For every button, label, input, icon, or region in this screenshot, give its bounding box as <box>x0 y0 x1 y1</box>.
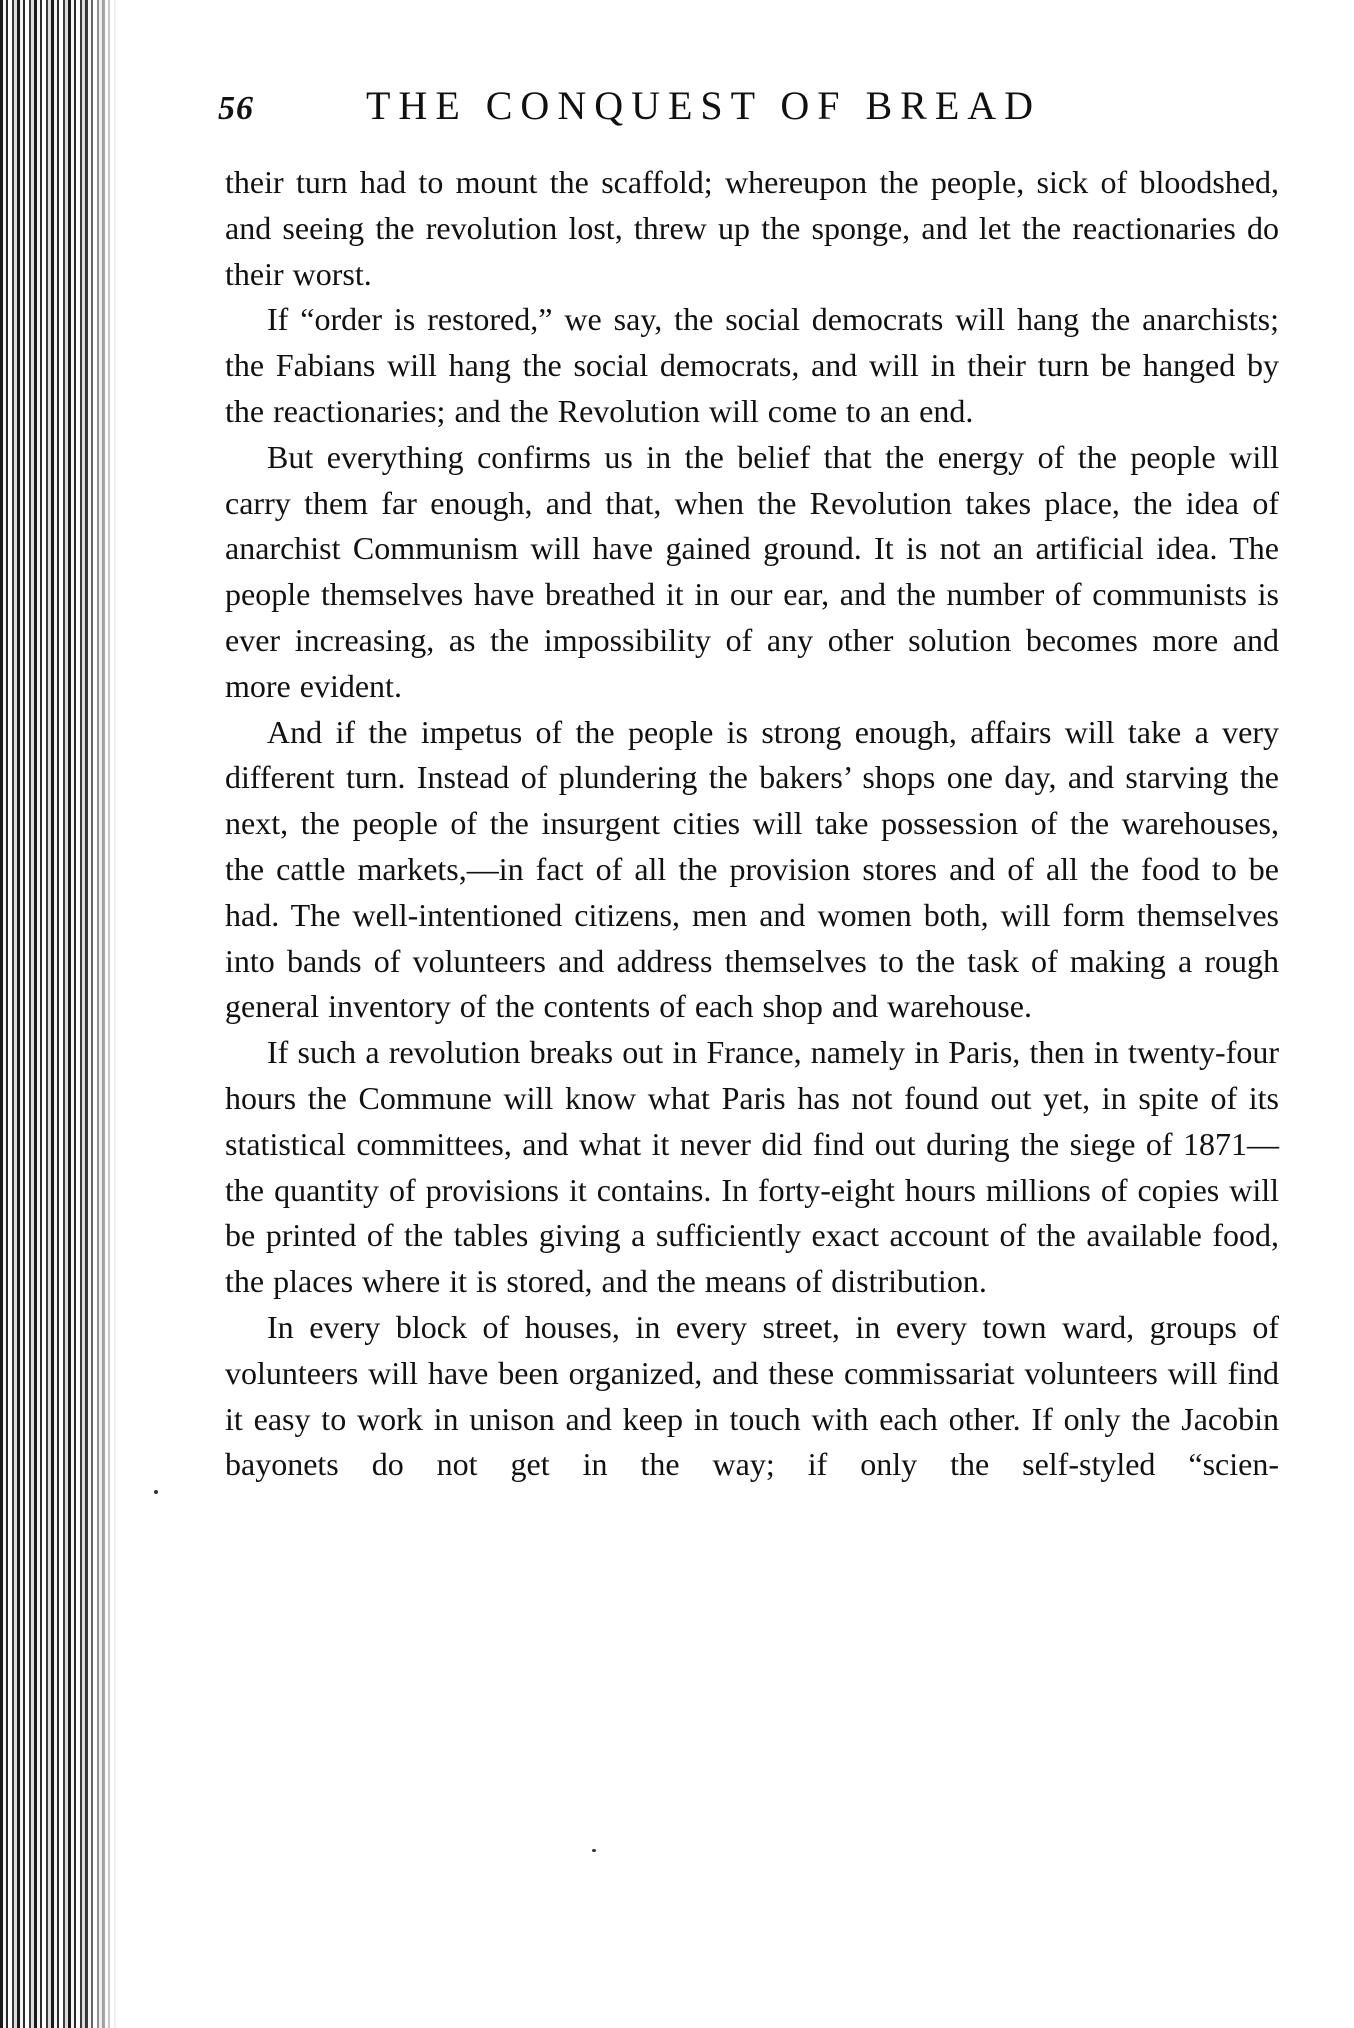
page-header <box>218 82 1278 142</box>
paragraph-continuation: their turn had to mount the scaffold; whereupon the people, sick of bloodshed, and seeing the revolution lost, threw up the sponge, and let the reactionaries do their worst. <box>225 164 1279 292</box>
scan-speck <box>154 1490 158 1494</box>
paragraph-paris-commune: If such a revolution breaks out in France, namely in Paris, then in twenty-four hours the Commune will know what Paris has not found out yet, in spite of its statistical committees, and what it never did find out during the siege of 1871—the quantity of provisions it contains. In forty-eight hours millions of copies will be printed of the tables giving a sufficiently exact account of the available food, the places where it is stored, and the means of distribution. <box>225 1034 1279 1300</box>
scan-speck <box>592 1849 596 1852</box>
paragraph-volunteer-groups: In every block of houses, in every street, in every town ward, groups of volunteers will have been organized, and these commissariat volunteers will find it easy to work in unison and keep in touch with each other. If only the Jacobin bayonets do not get in the way; if only the self-styled “scien- <box>225 1308 1279 1483</box>
running-title: THE CONQUEST OF BREAD <box>366 83 1042 128</box>
body-text <box>225 160 1279 1488</box>
binding-shadow <box>82 0 118 2028</box>
paragraph-anarchist-communism: But everything confirms us in the belief that the energy of the people will carry them far enough, and that, when the Revolution takes place, the idea of anarchist Communism will have gained ground. It is not an artificial idea. The people themselves have breathed it in our ear, and the number of communists is ever increasing, as the impossibility of any other solution becomes more and more evident. <box>225 438 1279 704</box>
paragraph-provision-stores: And if the impetus of the people is strong enough, affairs will take a very different turn. Instead of plundering the bakers’ shops one day, and starving the next, the people of the insurgent cities will take possession of the warehouses, the cattle markets,—in fact of all the provision stores and of all the food to be had. The well-intentioned citizens, men and women both, will form themselves into bands of volunteers and address themselves to the task of making a rough general inventory of the contents of each shop and warehouse. <box>225 713 1279 1025</box>
page-number: 56 <box>218 90 254 127</box>
paragraph-order-restored: If “order is restored,” we say, the social democrats will hang the anarchists; the Fabians will hang the social democrats, and will in their turn be hanged by the reactionaries; and the Revolution will come to an end. <box>225 301 1279 429</box>
